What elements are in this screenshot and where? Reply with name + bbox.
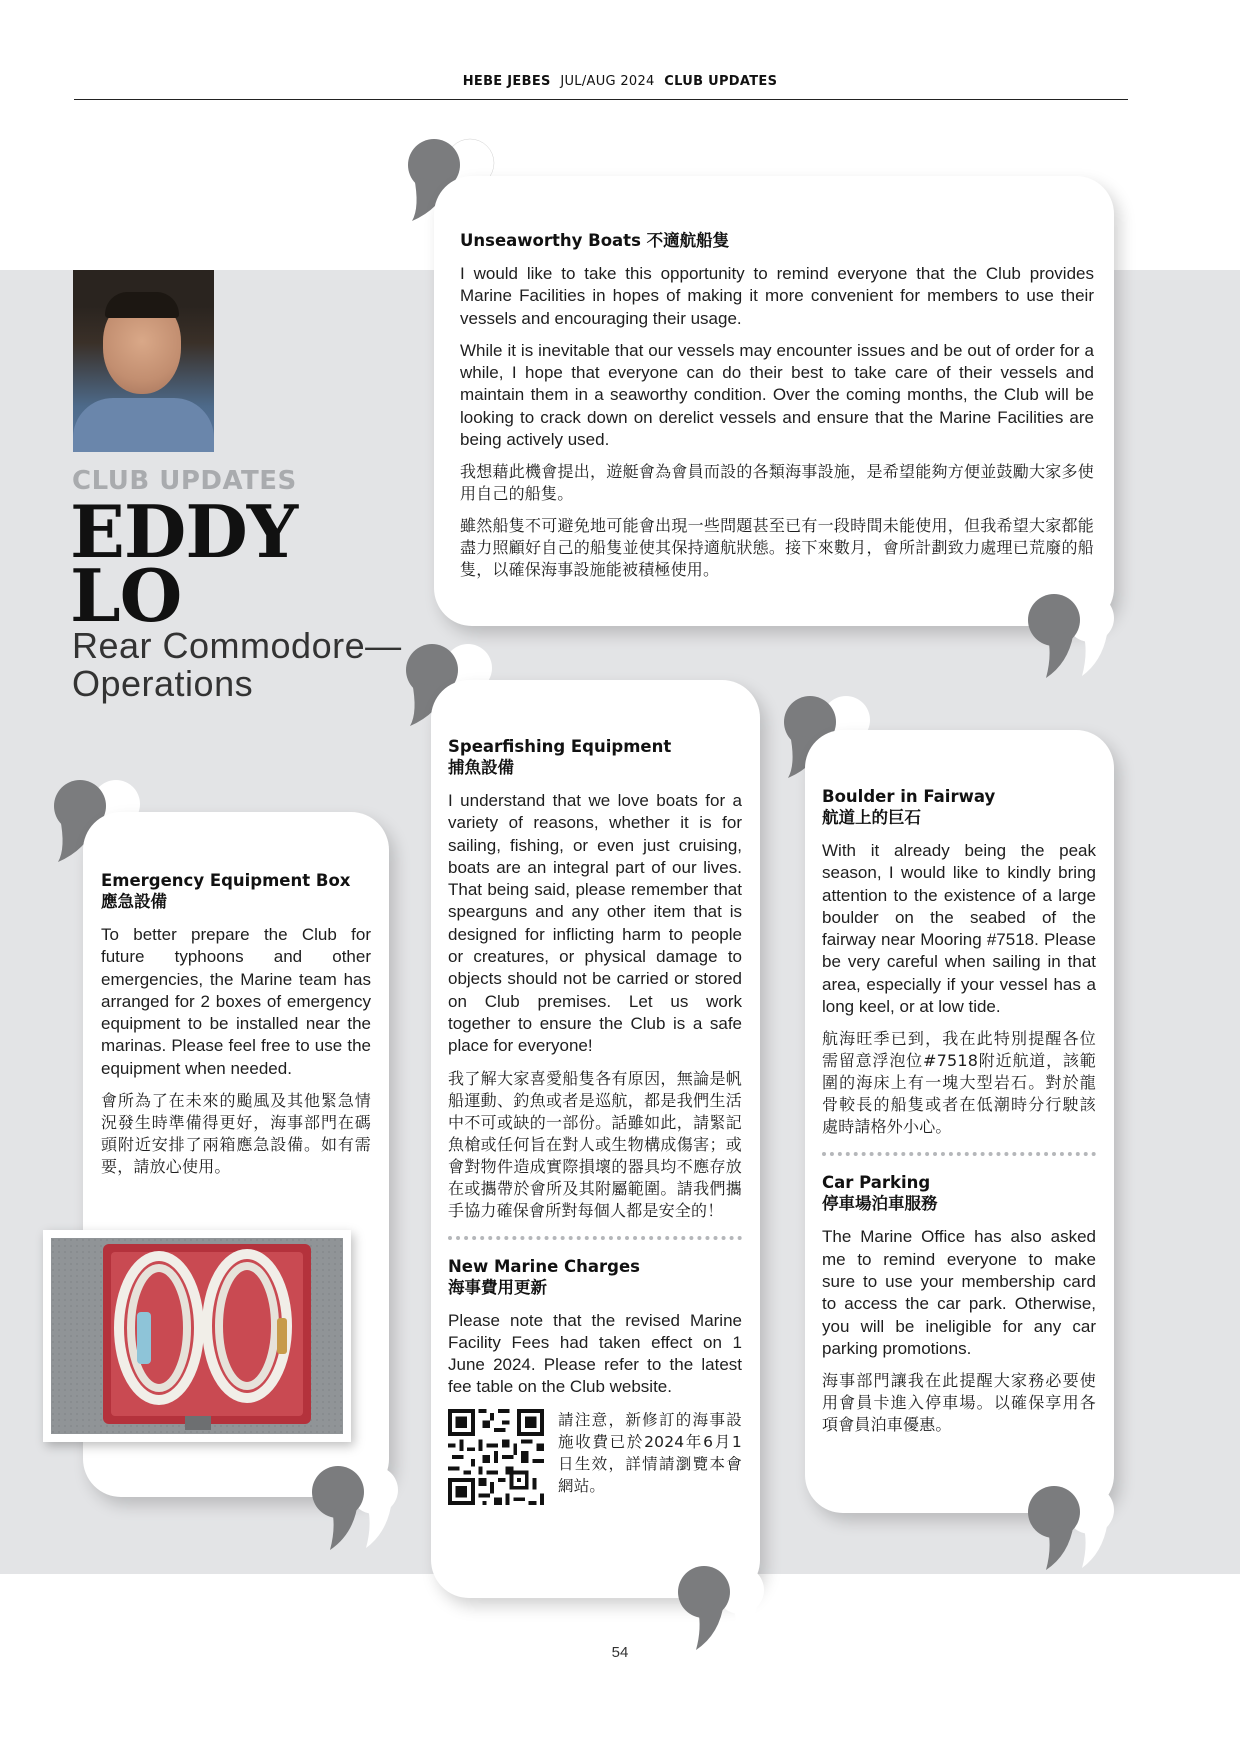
- paragraph-zh: 會所為了在未來的颱風及其他緊急情況發生時準備得更好，海事部門在碼頭附近安排了兩箱應急設備。如有需要，請放心使用。: [101, 1091, 371, 1177]
- close-quote-icon: [306, 1462, 416, 1552]
- article-card-spearfishing: [431, 680, 760, 1598]
- paragraph: While it is inevitable that our vessels may encounter issues and be out of order for a while, I hope that everyone can do their best to take care of their vessels and maintain them in a seaworthy condition. Over the coming months, the Club will be looking to crack down on derelict vessels and ensure that the Marine Facilities are being actively used.: [460, 340, 1094, 450]
- paragraph: With it already being the peak season, I would like to kindly bring attention to the existence of a large boulder on the seabed of the fairway near Mooring #7518. Please be very careful when sailing in that area, especially if your vessel has a long keel, or at low tide.: [822, 841, 1096, 1017]
- equipment-photo: [43, 1230, 351, 1442]
- issue-date: JUL/AUG 2024: [560, 74, 655, 89]
- author-portrait: [73, 270, 214, 452]
- paragraph-zh: 我了解大家喜愛船隻各有原因，無論是帆船運動、釣魚或者是巡航，都是我們生活中不可或缺的一部份。話雖如此，請緊記魚槍或任何旨在對人或生物構成傷害；或會對物件造成實際損壞的器具均不應存放在或攜帶於會所及其附屬範圍。請我們攜手協力確保會所對每個人都是安全的！: [448, 1068, 742, 1220]
- paragraph-zh: 航海旺季已到，我在此特別提醒各位需留意浮泡位#7518附近航道，該範圍的海床上有一塊大型岩石。對於龍骨較長的船隻或者在低潮時分行駛該處時請格外小心。: [822, 1029, 1096, 1137]
- paragraph-zh: 我想藉此機會提出，遊艇會為會員而設的各類海事設施，是希望能夠方便並鼓勵大家多使用自己的船隻。: [460, 462, 1094, 504]
- paragraph: To better prepare the Club for future typhoons and other emergencies, the Marine team has arranged for 2 boxes of emergency equipment to be installed near the marinas. Please feel free to use the equipment when needed.: [101, 925, 371, 1078]
- author-role: Rear Commodore— Operations: [72, 625, 402, 704]
- paragraph: I understand that we love boats for a variety of reasons, whether it is for sailing, fishing, or even just cruising, boats are an integral part of our lives. That being said, please remember that spearguns and any other item that is designed for inflicting harm to people or creatures, or physical damage to objects should not be carried or stored on Club premises. Let us work together to ensure the Club is a safe place for everyone!: [448, 791, 742, 1056]
- header-section: CLUB UPDATES: [664, 74, 778, 89]
- article-card-unseaworthy: [434, 176, 1114, 626]
- article-title: Boulder in Fairway 航道上的巨石: [822, 787, 996, 827]
- dotted-divider: [822, 1152, 1096, 1156]
- close-quote-icon: [1022, 1482, 1132, 1572]
- article-title: Emergency Equipment Box 應急設備: [101, 871, 351, 911]
- paragraph-zh: 請注意，新修訂的海事設施收費已於2024年6月1日生效，詳情請瀏覽本會網站。: [558, 1410, 742, 1495]
- running-header: [0, 74, 1240, 89]
- qr-code[interactable]: [448, 1409, 544, 1505]
- magazine-name: HEBE JEBES: [462, 74, 551, 89]
- paragraph-zh: 海事部門讓我在此提醒大家務必要使用會員卡進入停車場。以確保享用各項會員泊車優惠。: [822, 1371, 1096, 1435]
- article-title: Spearfishing Equipment 捕魚設備: [448, 737, 672, 777]
- dotted-divider: [448, 1236, 742, 1240]
- article-title: Unseaworthy Boats 不適航船隻: [460, 231, 730, 250]
- header-rule: [74, 99, 1128, 100]
- page-number: 54: [611, 1644, 629, 1661]
- article-card-boulder: [805, 730, 1114, 1513]
- article-title: Car Parking 停車場泊車服務: [822, 1173, 938, 1214]
- paragraph: I would like to take this opportunity to remind everyone that the Club provides Marine Facilities in hopes of making it more convenient for members to use their vessels and encouraging their usage.: [460, 264, 1094, 328]
- paragraph-zh: 雖然船隻不可避免地可能會出現一些問題甚至已有一段時間未能使用，但我希望大家都能盡力照顧好自己的船隻並使其保持適航狀態。接下來數月，會所計劃致力處理已荒廢的船隻，以確保海事設施能被積極使用。: [460, 516, 1094, 580]
- paragraph: The Marine Office has also asked me to remind everyone to make sure to use your membership card to access the car park. Otherwise, you will be ineligible for any car parking promotions.: [822, 1227, 1096, 1358]
- section-label: CLUB UPDATES: [72, 466, 297, 496]
- close-quote-icon: [1022, 590, 1132, 680]
- article-title: New Marine Charges 海事費用更新: [448, 1256, 640, 1297]
- author-name: EDDY LO: [70, 489, 298, 638]
- close-quote-icon: [672, 1562, 782, 1652]
- paragraph: Please note that the revised Marine Facility Fees had taken effect on 1 June 2024. Please refer to the latest fee table on the Club website.: [448, 1310, 742, 1397]
